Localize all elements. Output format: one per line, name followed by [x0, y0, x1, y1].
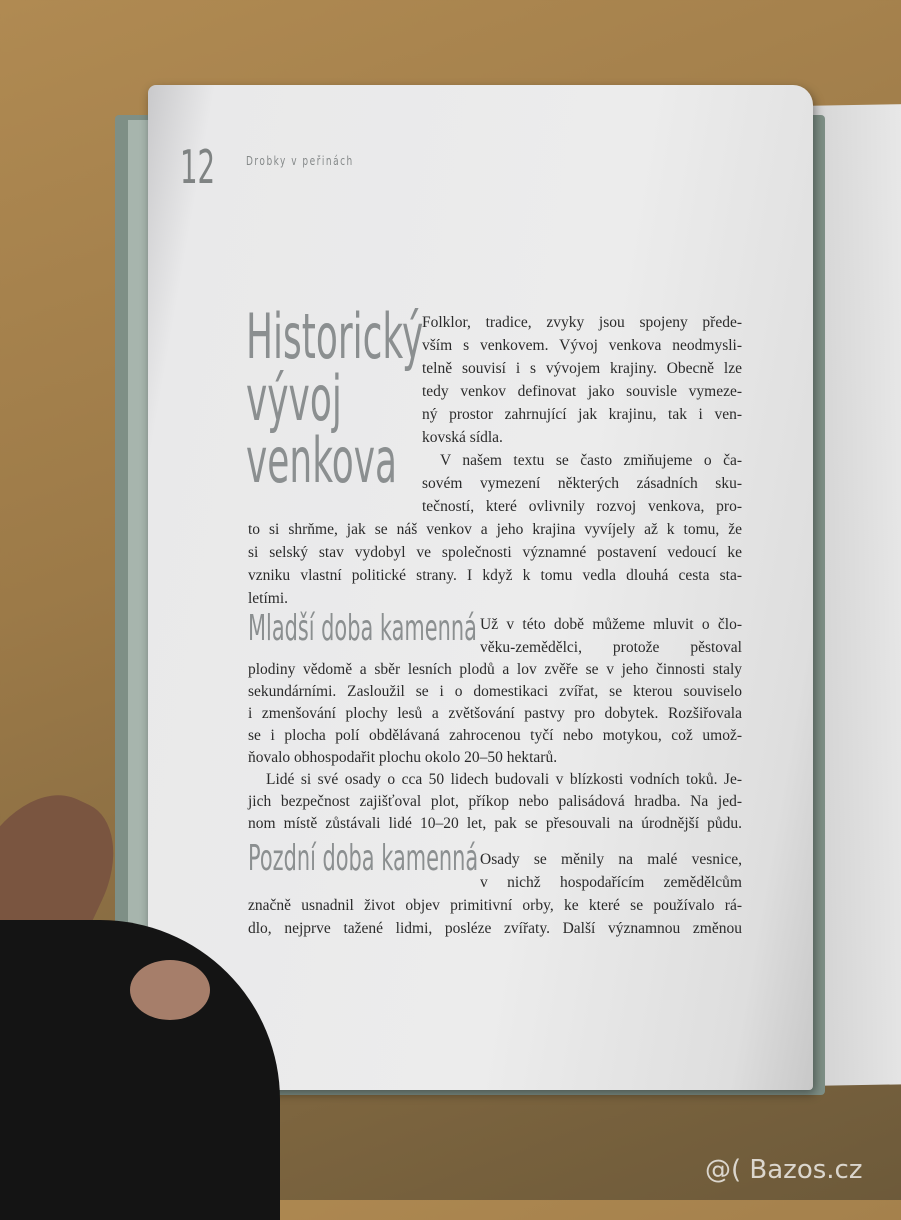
text-line: dlo, nejprve tažené lidmi, posléze zvířaty. Další významnou změnou — [248, 920, 742, 937]
text-line: to si shrňme, jak se náš venkov a jeho krajina vyvíjely až k tomu, že — [248, 521, 742, 538]
section-heading: Pozdní doba kamenná — [248, 838, 479, 879]
text-line: Už v této době můžeme mluvit o člo- — [480, 616, 742, 633]
text-line: ný prostor zahrnující jak krajinu, tak i ven- — [422, 406, 742, 423]
text-line: jich bezpečnost zajišťoval plot, příkop nebo palisádová hradba. Na jed- — [248, 793, 742, 810]
text-line: značně usnadnil život objev primitivní orby, ke které se používalo rá- — [248, 897, 742, 914]
book-page — [148, 85, 813, 1090]
text-line: věku-zemědělci, protože pěstoval — [480, 639, 742, 656]
text-line: tečností, které ovlivnily rozvoj venkova, pro- — [422, 498, 742, 515]
heading-line: venkova — [246, 424, 398, 497]
heading-line: Historický — [246, 300, 424, 373]
watermark: @( Bazos.cz — [705, 1155, 863, 1185]
text-line: Lidé si své osady o cca 50 lidech budovali v blízkosti vodních toků. Je- — [266, 771, 742, 788]
text-line: plodiny vědomě a sběr lesních plodů a lov zvěře se v jeho činnosti staly — [248, 661, 742, 678]
text-line: nom místě zůstávali lidé 10–20 let, pak se přesouvali na úrodnější půdu. — [248, 815, 742, 832]
text-line: i zmenšování plochy lesů a zvětšování pastvy pro dobytek. Rozšiřovala — [248, 705, 742, 722]
text-line: letími. — [248, 590, 289, 607]
text-line: V našem textu se často zmiňujeme o ča- — [440, 452, 742, 469]
text-line: Folklor, tradice, zvyky jsou spojeny přede- — [422, 314, 742, 331]
text-line: vším s venkovem. Vývoj venkova neodmysli- — [422, 337, 742, 354]
chapter-heading — [246, 300, 424, 497]
text-line: ňovalo obhospodařit plochu okolo 20–50 hektarů. — [248, 749, 558, 766]
text-line: kovská sídla. — [422, 429, 503, 446]
text-line: si selský stav vydobyl ve společnosti významné postavení vedoucí ke — [248, 544, 742, 561]
running-title: Drobky v peřinách — [246, 154, 354, 168]
text-line: vzniku vlastní politické strany. I když k tomu vedla dlouhá cesta sta- — [248, 567, 742, 584]
text-line: v nichž hospodařícím zemědělcům — [480, 874, 742, 891]
text-line: telně souvisí i s vývojem krajiny. Obecně lze — [422, 360, 742, 377]
text-line: sovém vymezení některých zásadních sku- — [422, 475, 742, 492]
text-line: tedy venkov definovat jako souvisle vymeze- — [422, 383, 742, 400]
text-line: se i plocha polí obdělávaná zahrocenou tyčí nebo motykou, což umož- — [248, 727, 742, 744]
thumb — [130, 960, 210, 1020]
section-heading: Mladší doba kamenná — [248, 608, 477, 649]
heading-line: vývoj — [246, 362, 342, 435]
text-line: Osady se měnily na malé vesnice, — [480, 851, 742, 868]
text-line: sekundárními. Zasloužil se i o domestikaci zvířat, se kterou souviselo — [248, 683, 742, 700]
page-number: 12 — [180, 140, 216, 194]
